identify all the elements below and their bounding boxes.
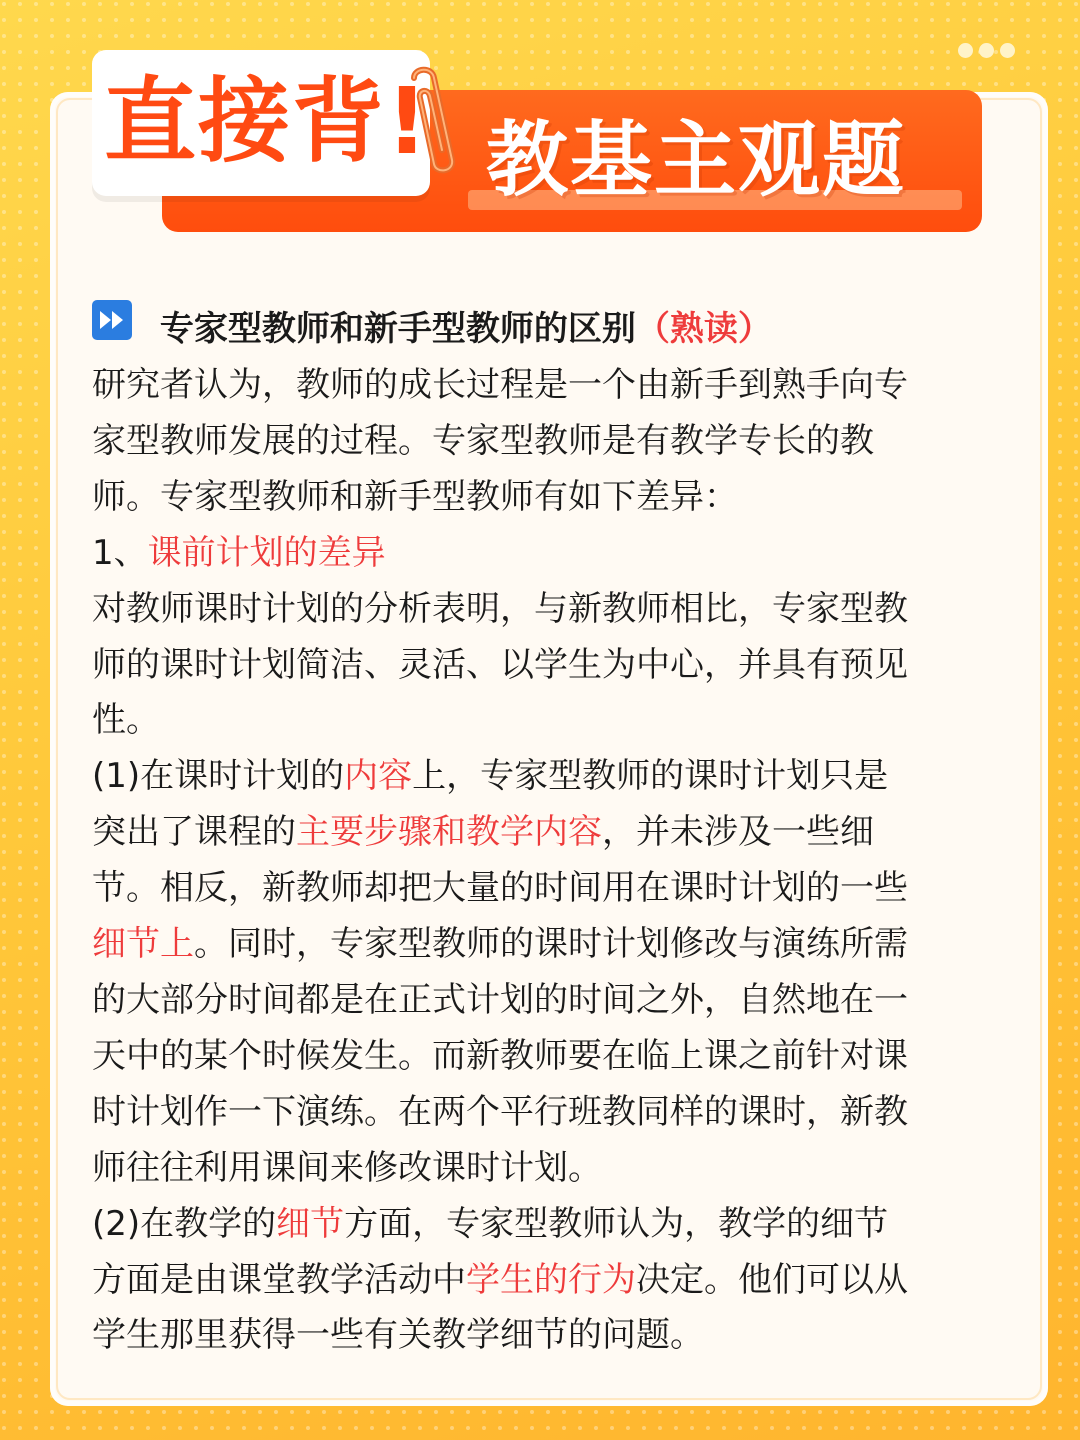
sub-point-2-line: 学生那里获得一些有关教学细节的问题。 bbox=[92, 1315, 704, 1356]
text-run: 方面，专家型教师认为，教学的细节 bbox=[344, 1203, 889, 1244]
paperclip-icon bbox=[392, 64, 470, 174]
text-run: (1)在课时计划的 bbox=[92, 756, 345, 797]
text-run: 突出了课程的 bbox=[92, 812, 296, 853]
text-run: 。同时，专家型教师的课时计划修改与演练所需 bbox=[194, 924, 908, 965]
paragraph-line: 对教师课时计划的分析表明，与新教师相比，专家型教 bbox=[92, 588, 908, 629]
title-left-text: 直接背! bbox=[104, 68, 430, 175]
sub-point-1-line: 天中的某个时候发生。而新教师要在临上课之前针对课 bbox=[92, 1035, 908, 1076]
sub-point-1-line bbox=[92, 805, 992, 861]
sub-point-1-line: 的大部分时间都是在正式计划的时间之外，自然地在一 bbox=[92, 979, 908, 1020]
paragraph-line: 师的课时计划简洁、灵活、以学生为中心，并具有预见 bbox=[92, 644, 908, 685]
sub-point-1-line bbox=[92, 749, 992, 805]
title-right-text: 教基主观题 bbox=[486, 113, 907, 208]
sub-point-1-line: 师往往利用课间来修改课时计划。 bbox=[92, 1147, 602, 1188]
point-1-number: 1、 bbox=[92, 532, 148, 573]
intro-line: 师。专家型教师和新手型教师有如下差异： bbox=[92, 476, 738, 517]
point-1-title: 课前计划的差异 bbox=[147, 532, 386, 573]
section-heading bbox=[92, 300, 992, 358]
text-run: (2)在教学的 bbox=[92, 1203, 277, 1244]
highlight-student-behavior: 学生的行为 bbox=[466, 1259, 636, 1300]
paragraph-line: 性。 bbox=[92, 700, 160, 741]
sub-point-2-line bbox=[92, 1253, 992, 1309]
sub-point-2-line bbox=[92, 1197, 992, 1253]
highlight-content: 内容 bbox=[344, 756, 413, 797]
highlight-details: 细节上 bbox=[92, 924, 194, 965]
article-body bbox=[92, 300, 992, 1364]
text-run: 决定。他们可以从 bbox=[636, 1259, 908, 1300]
text-run: ，并未涉及一些细 bbox=[602, 812, 874, 853]
sub-point-1-line bbox=[92, 917, 992, 973]
highlight-main-steps: 主要步骤和教学内容 bbox=[296, 812, 602, 853]
point-1-heading bbox=[92, 526, 992, 582]
sub-point-1-line: 时计划作一下演练。在两个平行班教同样的课时，新教 bbox=[92, 1091, 908, 1132]
section-title-note: （熟读） bbox=[635, 309, 772, 349]
text-run: 上，专家型教师的课时计划只是 bbox=[412, 756, 889, 797]
decorative-dots bbox=[958, 43, 1021, 62]
fast-forward-icon bbox=[92, 300, 132, 340]
sub-point-1-line: 节。相反，新教师却把大量的时间用在课时计划的一些 bbox=[92, 868, 908, 909]
highlight-details: 细节 bbox=[276, 1203, 345, 1244]
intro-line: 家型教师发展的过程。专家型教师是有教学专长的教 bbox=[92, 420, 874, 461]
intro-line: 研究者认为，教师的成长过程是一个由新手到熟手向专 bbox=[92, 365, 908, 405]
section-title: 专家型教师和新手型教师的区别 bbox=[159, 309, 636, 349]
text-run: 方面是由课堂教学活动中 bbox=[92, 1259, 466, 1300]
